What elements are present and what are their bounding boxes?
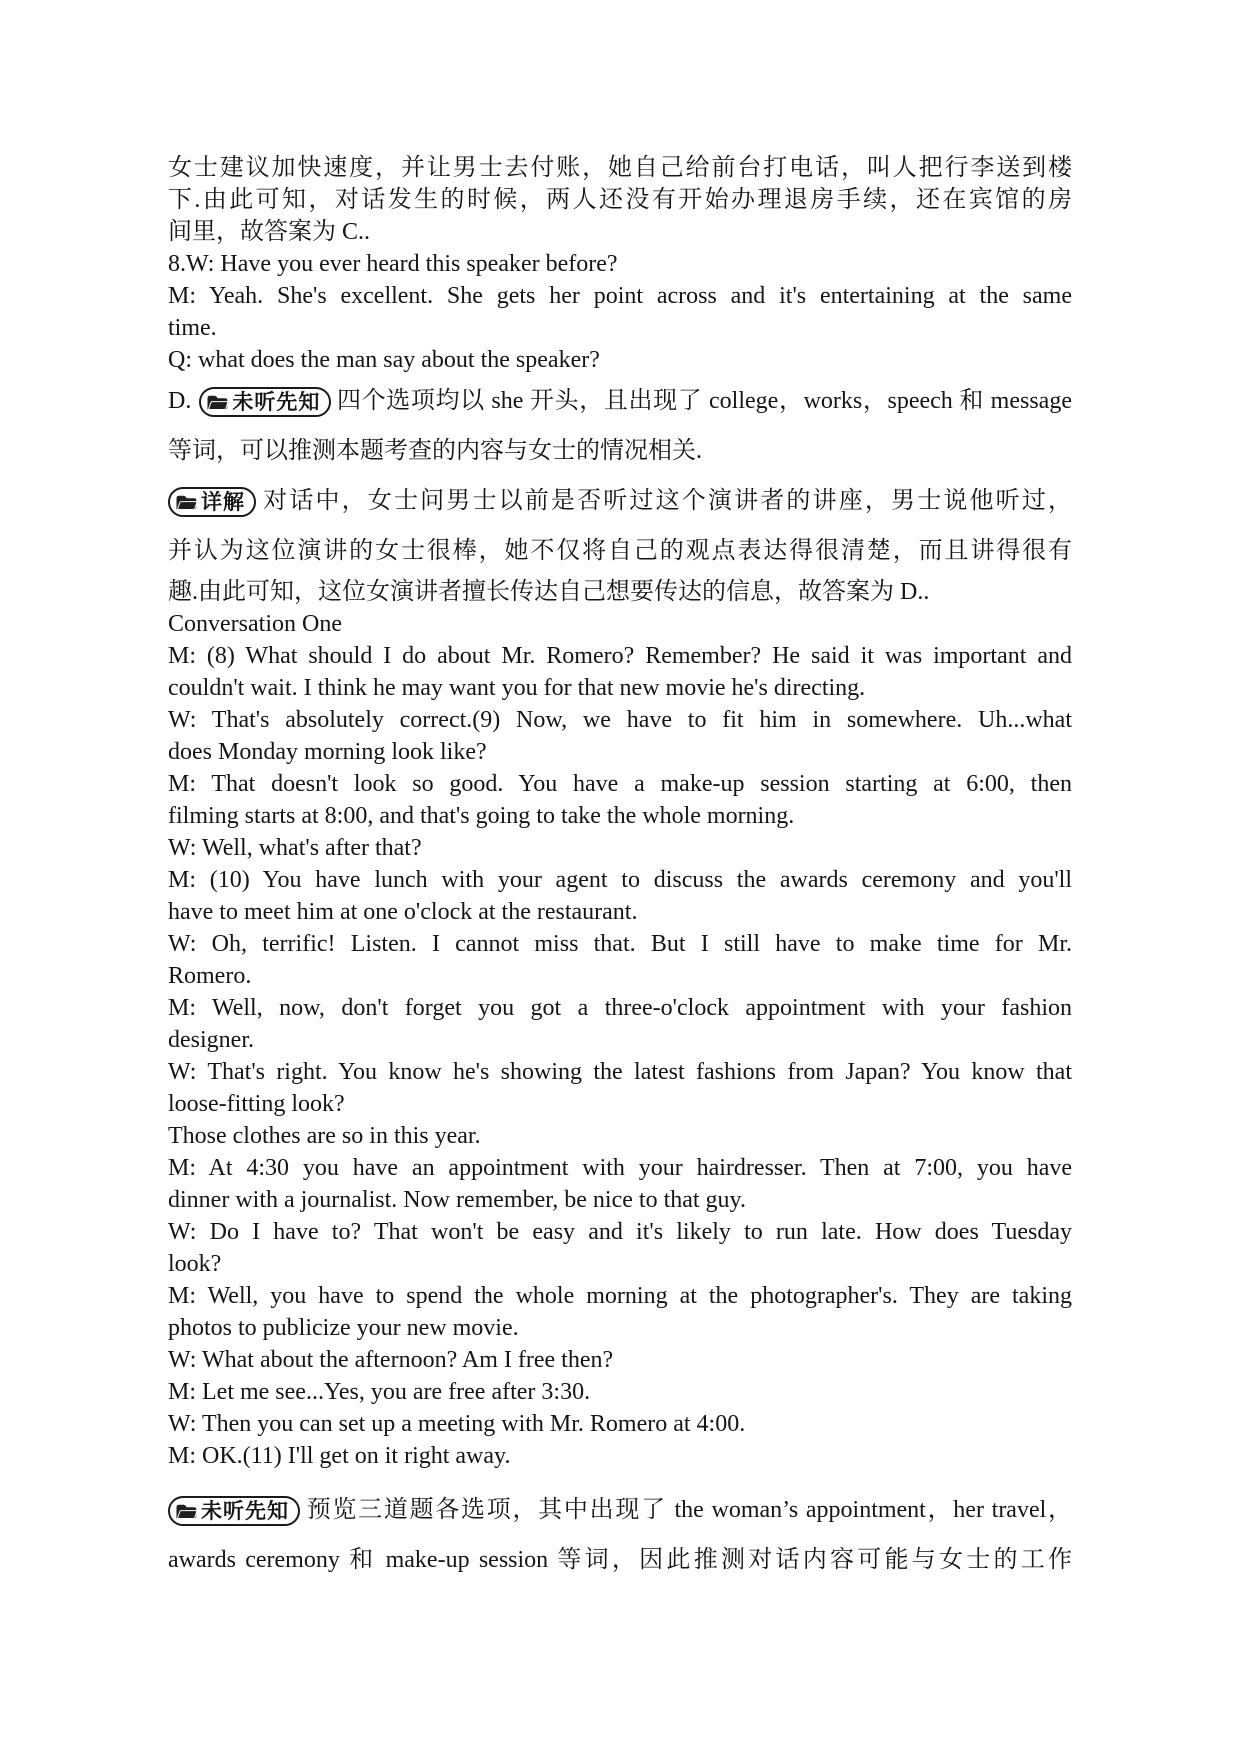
text-line: W: What about the afternoon? Am I free then? bbox=[168, 1347, 614, 1373]
badge-label: 未听先知 bbox=[232, 390, 321, 414]
text-line: 详解 对话中，女士问男士以前是否听过这个演讲者的讲座，男士说他听过， bbox=[168, 476, 1072, 526]
text-line: D. 未听先知 四个选项均以 she 开头，且出现了 college，works，speech 和 message bbox=[168, 376, 1072, 426]
text-line: M: Well, now, don't forget you got a three-o'clock appointment with your fashion bbox=[168, 995, 1072, 1021]
text-line: awards ceremony 和 make-up session 等词，因此推测对话内容可能与女士的工作 bbox=[168, 1547, 1072, 1573]
folder-icon bbox=[206, 394, 229, 411]
text-line: photos to publicize your new movie. bbox=[168, 1315, 519, 1341]
text-line: loose-fitting look? bbox=[168, 1091, 345, 1117]
text-line: W: That's right. You know he's showing the latest fashions from Japan? You know that bbox=[168, 1059, 1072, 1085]
text-line: Romero. bbox=[168, 963, 252, 989]
text-line: M: OK.(11) I'll get on it right away. bbox=[168, 1443, 511, 1469]
text-line: M: Well, you have to spend the whole morning at the photographer's. They are taking bbox=[168, 1283, 1072, 1309]
text-line: dinner with a journalist. Now remember, be nice to that guy. bbox=[168, 1187, 746, 1213]
text-line: W: Oh, terrific! Listen. I cannot miss that. But I still have to make time for Mr. bbox=[168, 931, 1072, 957]
text-line: M: Let me see...Yes, you are free after 3:30. bbox=[168, 1379, 591, 1405]
text-line: look? bbox=[168, 1251, 222, 1277]
text-line: designer. bbox=[168, 1027, 254, 1053]
text-line: 未听先知 预览三道题各选项，其中出现了 the woman’s appointment，her travel， bbox=[168, 1485, 1072, 1535]
folder-icon bbox=[175, 1503, 198, 1520]
text-line: M: (10) You have lunch with your agent to discuss the awards ceremony and you'll bbox=[168, 867, 1072, 893]
answer-letter: D. bbox=[168, 388, 192, 414]
listen-first-badge bbox=[199, 387, 331, 417]
text-line: W: That's absolutely correct.(9) Now, we have to fit him in somewhere. Uh...what bbox=[168, 707, 1072, 733]
text-line: M: Yeah. She's excellent. She gets her point across and it's entertaining at the same bbox=[168, 283, 1072, 309]
text-line: Those clothes are so in this year. bbox=[168, 1123, 481, 1149]
text-line: M: At 4:30 you have an appointment with your hairdresser. Then at 7:00, you have bbox=[168, 1155, 1072, 1181]
text-line: 间里，故答案为 C.. bbox=[168, 219, 371, 245]
text-line: 趣.由此可知，这位女演讲者擅长传达自己想要传达的信息，故答案为 D.. bbox=[168, 579, 930, 605]
text-line: have to meet him at one o'clock at the restaurant. bbox=[168, 899, 638, 925]
text-line: 并认为这位演讲的女士很棒，她不仅将自己的观点表达得很清楚，而且讲得很有 bbox=[168, 538, 1072, 564]
document-page bbox=[168, 152, 1072, 1585]
text-line: M: (8) What should I do about Mr. Romero? Remember? He said it was important and bbox=[168, 643, 1072, 669]
detail-badge bbox=[168, 487, 256, 517]
text-line: 女士建议加快速度，并让男士去付账，她自己给前台打电话，叫人把行李送到楼 bbox=[168, 155, 1072, 181]
text-line: filming starts at 8:00, and that's going to take the whole morning. bbox=[168, 803, 795, 829]
text-line: 8.W: Have you ever heard this speaker before? bbox=[168, 251, 618, 277]
text-line: W: Well, what's after that? bbox=[168, 835, 422, 861]
listen-first-badge bbox=[168, 1496, 300, 1526]
text-line: W: Do I have to? That won't be easy and it's likely to run late. How does Tuesday bbox=[168, 1219, 1072, 1245]
badge-label: 详解 bbox=[201, 490, 245, 514]
text-line: 等词，可以推测本题考查的内容与女士的情况相关. bbox=[168, 438, 702, 464]
folder-icon bbox=[175, 494, 198, 511]
text-line: M: That doesn't look so good. You have a make-up session starting at 6:00, then bbox=[168, 771, 1072, 797]
badge-label: 未听先知 bbox=[201, 1499, 289, 1523]
text-line: does Monday morning look like? bbox=[168, 739, 487, 765]
text-line: Conversation One bbox=[168, 611, 342, 637]
text-line: Q: what does the man say about the speaker? bbox=[168, 347, 600, 373]
text-line: couldn't wait. I think he may want you for that new movie he's directing. bbox=[168, 675, 866, 701]
text-line: W: Then you can set up a meeting with Mr. Romero at 4:00. bbox=[168, 1411, 746, 1437]
text-line: 下.由此可知，对话发生的时候，两人还没有开始办理退房手续，还在宾馆的房 bbox=[168, 187, 1072, 213]
text-line: time. bbox=[168, 315, 217, 341]
